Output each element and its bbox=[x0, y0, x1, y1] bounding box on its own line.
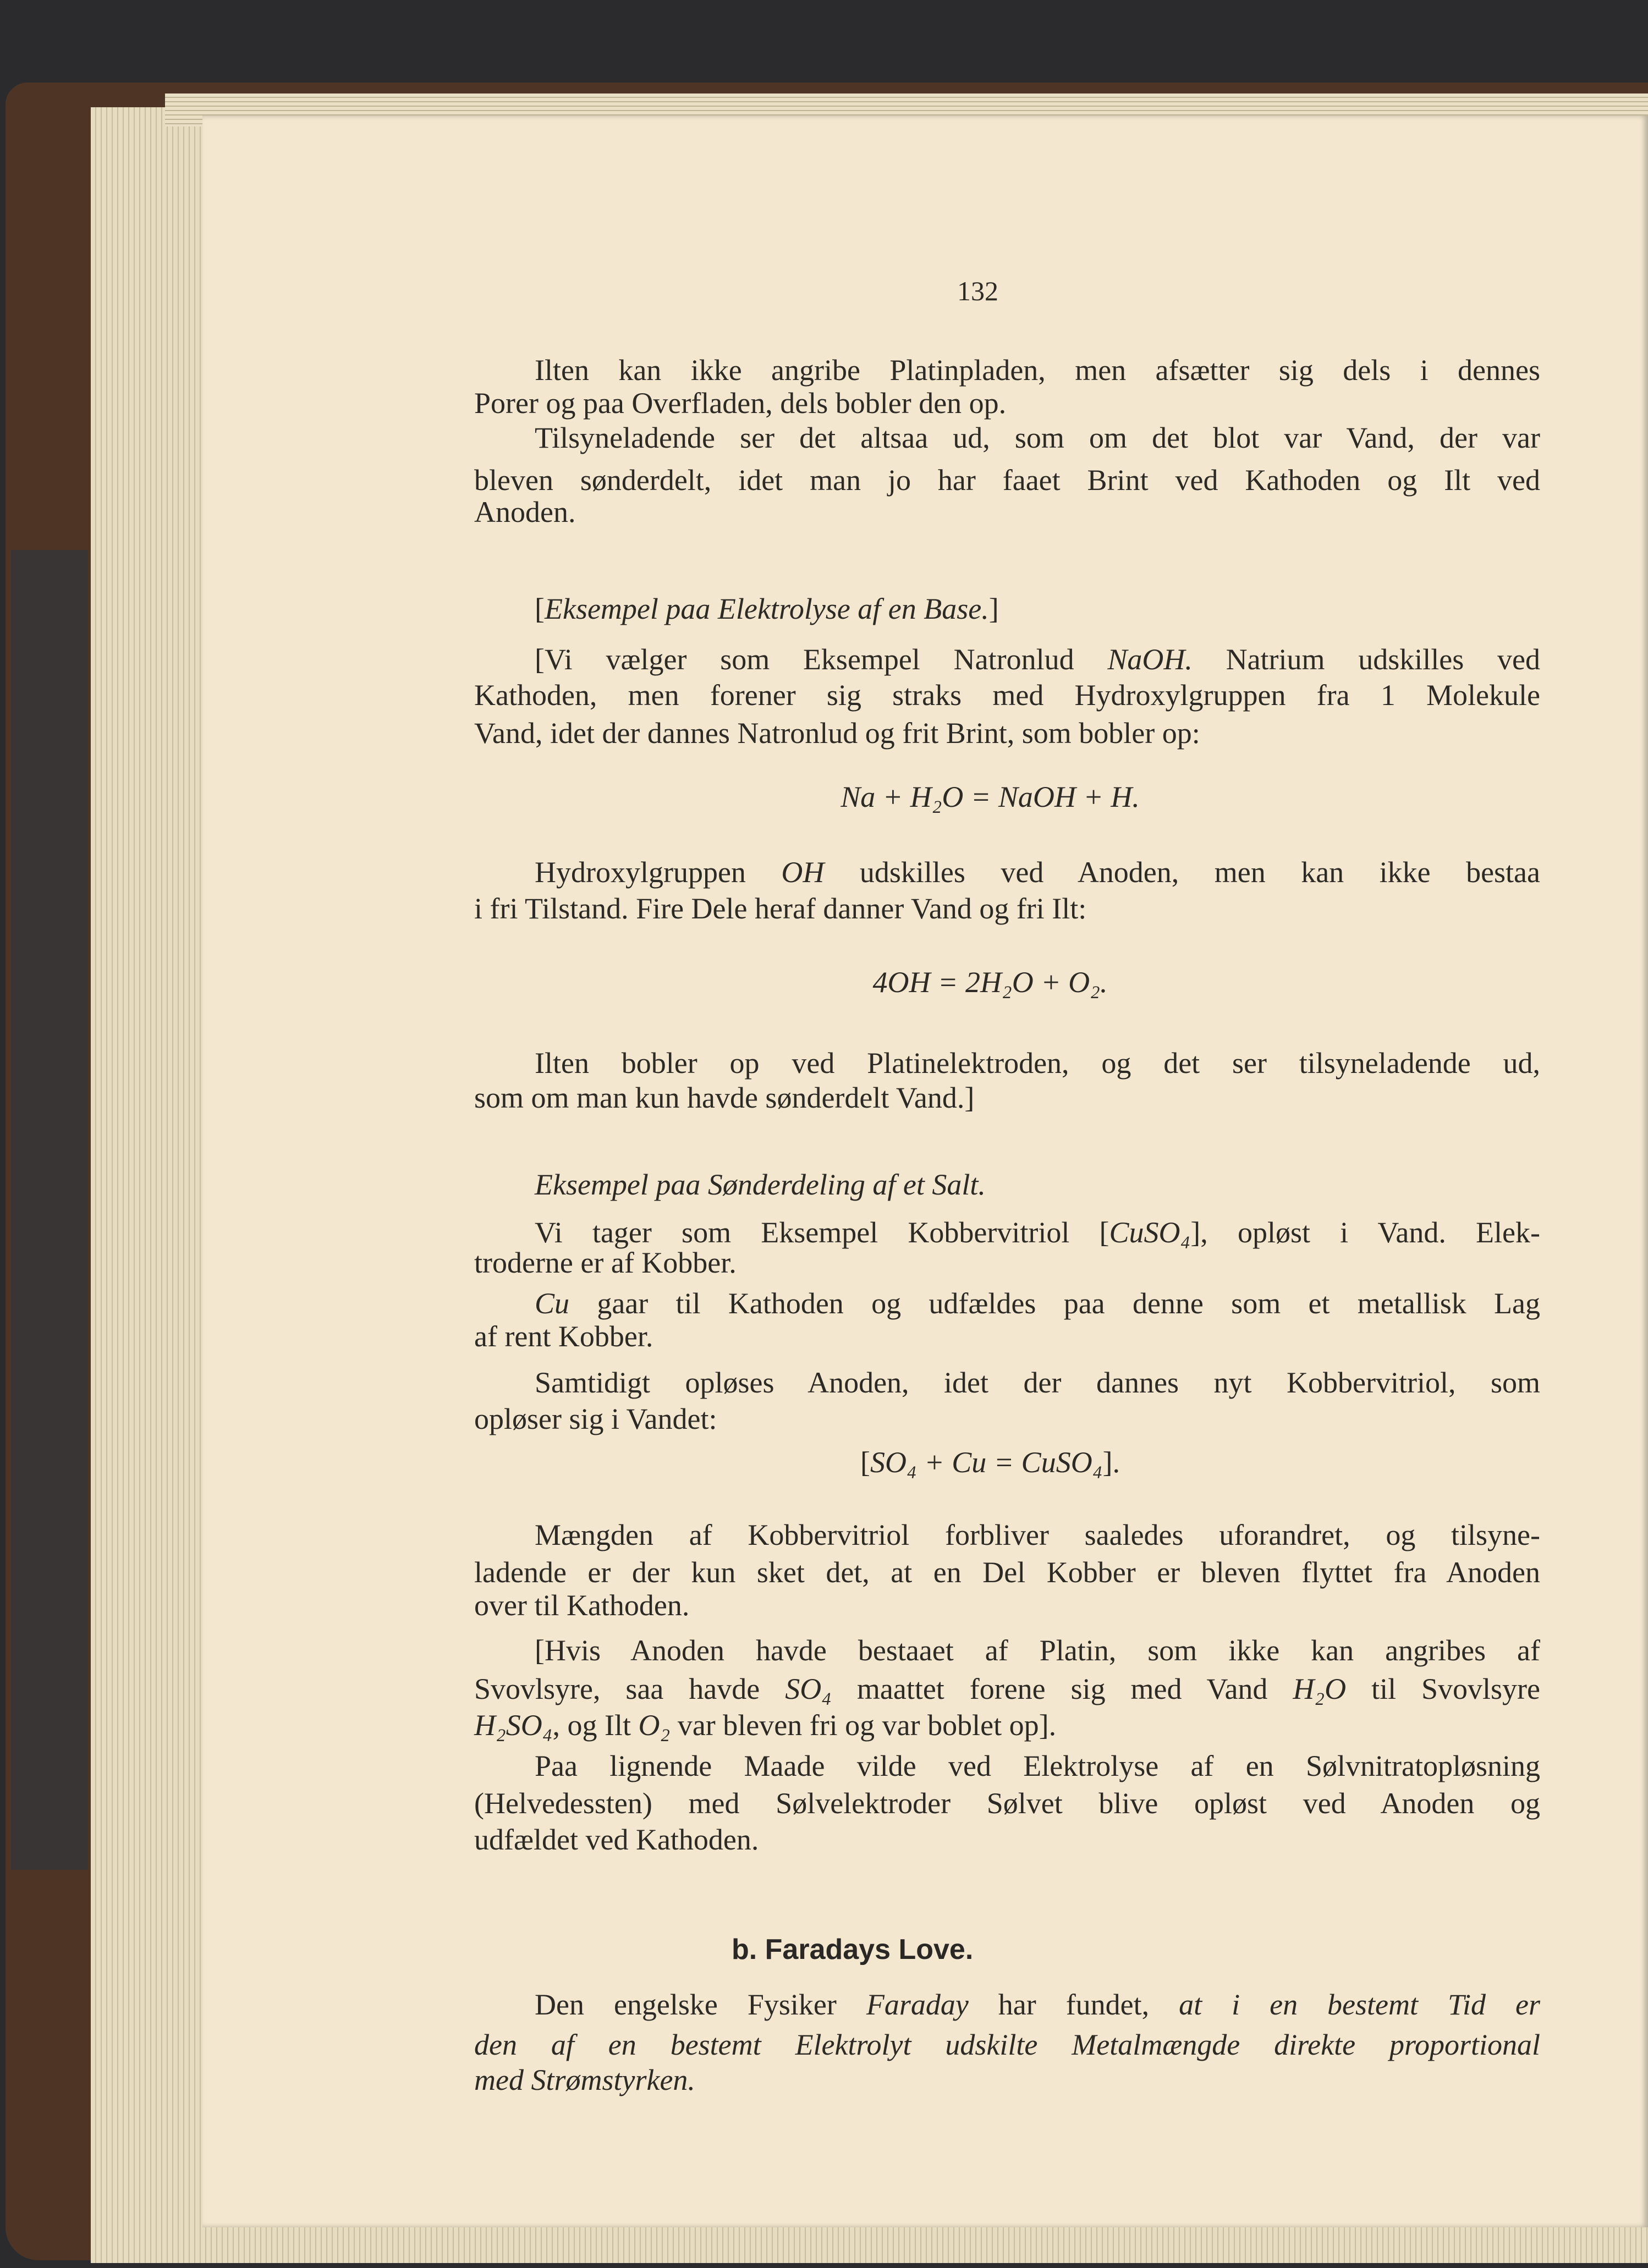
text-line bbox=[535, 1517, 1540, 1553]
italic-segment: den af en bestemt Elektrolyt udskilte Metalmængde direkte proportional bbox=[474, 2028, 1540, 2061]
italic-segment: OH bbox=[781, 856, 825, 889]
text-segment: som om man kun havde sønderdelt Vand.] bbox=[474, 1081, 975, 1114]
text-segment: i fri Tilstand. Fire Dele heraf danner Vand og fri Ilt: bbox=[474, 892, 1087, 925]
italic-segment: 4OH = 2H₂O + O₂. bbox=[872, 966, 1108, 999]
text-segment: [Hvis Anoden havde bestaaet af Platin, som ikke kan angribes af bbox=[535, 1634, 1540, 1667]
text-line bbox=[535, 591, 999, 627]
text-line bbox=[474, 715, 1200, 751]
text-segment: af rent Kobber. bbox=[474, 1320, 653, 1353]
text-line bbox=[474, 1554, 1540, 1590]
text-segment: opløser sig i Vandet: bbox=[474, 1402, 717, 1435]
text-segment: Ilten kan ikke angribe Platinpladen, men afsætter sig dels i dennes bbox=[535, 354, 1540, 387]
italic-segment: CuSO₄ bbox=[1109, 1216, 1191, 1249]
text-line bbox=[474, 1245, 737, 1281]
text-line bbox=[474, 1401, 717, 1437]
text-segment: [ bbox=[860, 1446, 871, 1479]
text-line bbox=[535, 352, 1540, 388]
text-segment: Kathoden, men forener sig straks med Hydroxylgruppen fra 1 Molekule bbox=[474, 679, 1540, 712]
text-segment: troderne er af Kobber. bbox=[474, 1246, 737, 1279]
text-line bbox=[474, 494, 575, 530]
page-number: 132 bbox=[957, 276, 998, 306]
text-segment: , og Ilt bbox=[552, 1709, 639, 1742]
text-line bbox=[474, 1821, 759, 1858]
text-line bbox=[535, 420, 1540, 456]
italic-segment: H₂O bbox=[1293, 1672, 1347, 1705]
text-line bbox=[535, 641, 1540, 678]
text-segment: Vi tager som Eksempel Kobbervitriol [ bbox=[535, 1216, 1109, 1249]
text-segment: udskilles ved Anoden, men kan ikke bestaa bbox=[824, 856, 1540, 889]
text-segment: [Vi vælger som Eksempel Natronlud bbox=[535, 643, 1108, 676]
text-segment: har fundet, bbox=[968, 1988, 1179, 2021]
text-segment: Porer og paa Overfladen, dels bobler den op. bbox=[474, 387, 1007, 420]
text-segment: Den engelske Fysiker bbox=[535, 1988, 866, 2021]
text-line bbox=[474, 1707, 1056, 1743]
text-segment: til Svovlsyre bbox=[1346, 1672, 1541, 1705]
text-line bbox=[535, 1748, 1540, 1784]
text-segment: ], opløst i Vand. Elek- bbox=[1190, 1216, 1540, 1249]
text-segment: Hydroxylgruppen bbox=[535, 856, 782, 889]
text-line bbox=[474, 1587, 689, 1623]
text-segment: ] bbox=[988, 592, 999, 625]
equation bbox=[715, 779, 1265, 815]
text-segment: [ bbox=[535, 592, 545, 625]
italic-segment: Cu bbox=[535, 1287, 570, 1320]
text-line bbox=[474, 1671, 1540, 1707]
text-segment: Anoden. bbox=[474, 496, 576, 529]
text-segment: Paa lignende Maade vilde ved Elektrolyse af en Sølvnitratopløsning bbox=[535, 1749, 1540, 1782]
text-segment: Ilten bobler op ved Platinelektroden, og det ser tilsyneladende ud, bbox=[535, 1047, 1540, 1080]
text-line bbox=[474, 1318, 653, 1355]
text-segment: (Helvedessten) med Sølvelektroder Sølvet blive opløst ved Anoden og bbox=[474, 1787, 1540, 1820]
italic-segment: Eksempel paa Elektrolyse af en Base. bbox=[544, 592, 989, 625]
equation bbox=[715, 964, 1265, 1000]
text-line bbox=[474, 890, 1086, 927]
italic-segment: med Strømstyrken. bbox=[474, 2063, 695, 2096]
italic-segment: NaOH. bbox=[1107, 643, 1193, 676]
italic-segment: Na + H₂O = NaOH + H. bbox=[841, 780, 1140, 813]
text-line bbox=[535, 1166, 986, 1203]
text-segment: ]. bbox=[1102, 1446, 1120, 1479]
italic-segment: H₂SO₄ bbox=[474, 1709, 553, 1742]
text-segment: Natrium udskilles ved bbox=[1192, 643, 1540, 676]
italic-segment: Faraday bbox=[866, 1988, 969, 2021]
text-segment: Mængden af Kobbervitriol forbliver saaledes uforandret, og tilsyne- bbox=[535, 1518, 1540, 1551]
text-line bbox=[474, 1080, 974, 1116]
text-segment: Samtidigt opløses Anoden, idet der dannes nyt Kobbervitriol, som bbox=[535, 1366, 1540, 1399]
text-line bbox=[535, 854, 1540, 890]
italic-segment: O₂ bbox=[638, 1709, 671, 1742]
text-line bbox=[474, 385, 1006, 421]
text-line bbox=[535, 1045, 1540, 1081]
text-segment: bleven sønderdelt, idet man jo har faaet Brint ved Kathoden og Ilt ved bbox=[474, 464, 1540, 497]
text-segment: ladende er der kun sket det, at en Del Kobber er bleven flyttet fra Anoden bbox=[474, 1556, 1540, 1589]
text-segment: maattet forene sig med Vand bbox=[831, 1672, 1293, 1705]
italic-segment: SO₄ + Cu = CuSO₄ bbox=[870, 1446, 1103, 1479]
text-line bbox=[474, 1785, 1540, 1821]
section-heading: b. Faradays Love. bbox=[732, 1934, 974, 1966]
cover-cloth bbox=[11, 550, 88, 1870]
text-segment: gaar til Kathoden og udfældes paa denne som et metallisk Lag bbox=[569, 1287, 1540, 1320]
italic-segment: Eksempel paa Sønderdeling af et Salt. bbox=[535, 1168, 986, 1201]
text-segment: Vand, idet der dannes Natronlud og frit Brint, som bobler op: bbox=[474, 717, 1200, 750]
text-line bbox=[535, 1285, 1540, 1322]
text-line bbox=[474, 462, 1540, 498]
text-line bbox=[474, 677, 1540, 713]
text-line bbox=[474, 2062, 695, 2098]
italic-segment: SO₄ bbox=[785, 1672, 832, 1705]
text-line bbox=[535, 1632, 1540, 1669]
equation bbox=[715, 1444, 1265, 1480]
text-line bbox=[535, 1364, 1540, 1401]
text-segment: var bleven fri og var boblet op]. bbox=[670, 1709, 1057, 1742]
text-segment: over til Kathoden. bbox=[474, 1589, 690, 1622]
text-segment: udfældet ved Kathoden. bbox=[474, 1823, 759, 1856]
text-line bbox=[535, 1986, 1540, 2023]
text-segment: Svovlsyre, saa havde bbox=[474, 1672, 785, 1705]
text-line bbox=[474, 2027, 1540, 2063]
italic-segment: at i en bestemt Tid er bbox=[1179, 1988, 1540, 2021]
text-segment: Tilsyneladende ser det altsaa ud, som om det blot var Vand, der var bbox=[535, 421, 1540, 454]
